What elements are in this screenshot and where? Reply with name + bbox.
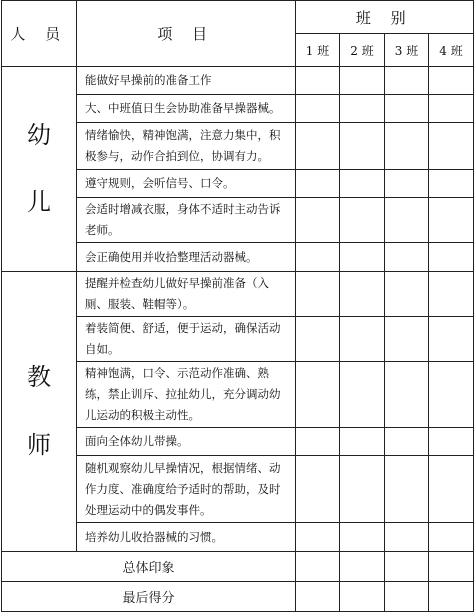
class-4-header: 4 班 [429, 34, 474, 67]
score-cell[interactable] [296, 170, 340, 198]
class-group-header: 班 别 [296, 1, 474, 34]
group-label-char: 师 [27, 430, 51, 459]
evaluation-table [1, 0, 474, 612]
score-cell[interactable] [385, 67, 429, 95]
score-cell[interactable] [429, 243, 474, 272]
criteria-item: 大、中班值日生会协助准备早操器械。 [77, 95, 296, 123]
score-cell[interactable] [340, 362, 385, 428]
score-cell[interactable] [340, 428, 385, 456]
class-3-header: 3 班 [385, 34, 429, 67]
score-cell[interactable] [385, 428, 429, 456]
score-cell[interactable] [429, 317, 474, 362]
overall-impression-label: 总体印象 [2, 552, 296, 582]
score-cell[interactable] [296, 243, 340, 272]
score-cell[interactable] [385, 317, 429, 362]
criteria-item: 能做好早操前的准备工作 [77, 67, 296, 95]
score-cell[interactable] [340, 523, 385, 552]
score-cell[interactable] [296, 198, 340, 243]
score-cell[interactable] [429, 170, 474, 198]
score-cell[interactable] [385, 272, 429, 317]
group-label-char: 教 [27, 363, 51, 392]
score-cell[interactable] [429, 552, 474, 582]
criteria-item: 会正确使用并收拾整理活动器械。 [77, 243, 296, 272]
score-cell[interactable] [296, 123, 340, 170]
score-cell[interactable] [340, 317, 385, 362]
score-cell[interactable] [340, 582, 385, 612]
score-cell[interactable] [296, 67, 340, 95]
group-label-children [2, 67, 77, 272]
score-cell[interactable] [385, 198, 429, 243]
item-header: 项 目 [77, 1, 296, 67]
score-cell[interactable] [385, 362, 429, 428]
criteria-item: 精神饱满，口令、示范动作准确、熟练，禁止训斥、拉扯幼儿，充分调动幼儿运动的积极主动性。 [77, 362, 296, 428]
score-cell[interactable] [296, 582, 340, 612]
score-cell[interactable] [385, 170, 429, 198]
score-cell[interactable] [429, 456, 474, 523]
score-cell[interactable] [385, 123, 429, 170]
score-cell[interactable] [296, 95, 340, 123]
score-cell[interactable] [340, 552, 385, 582]
criteria-item: 随机观察幼儿早操情况，根据情绪、动作力度、准确度给予适时的帮助，及时处理运动中的偶发事件。 [77, 456, 296, 523]
group-label-teachers [2, 272, 77, 552]
criteria-item: 面向全体幼儿带操。 [77, 428, 296, 456]
score-cell[interactable] [340, 67, 385, 95]
score-cell[interactable] [296, 428, 340, 456]
score-cell[interactable] [429, 523, 474, 552]
criteria-item: 会适时增减衣服，身体不适时主动告诉老师。 [77, 198, 296, 243]
score-cell[interactable] [429, 95, 474, 123]
score-cell[interactable] [340, 243, 385, 272]
criteria-item: 遵守规则，会听信号、口令。 [77, 170, 296, 198]
score-cell[interactable] [340, 272, 385, 317]
score-cell[interactable] [385, 523, 429, 552]
table-row [2, 272, 474, 317]
score-cell[interactable] [385, 243, 429, 272]
table-row [2, 67, 474, 95]
criteria-item: 培养幼儿收拾器械的习惯。 [77, 523, 296, 552]
class-1-header: 1 班 [296, 34, 340, 67]
overall-impression-row [2, 552, 474, 582]
score-cell[interactable] [340, 198, 385, 243]
score-cell[interactable] [296, 552, 340, 582]
group-label-char: 儿 [27, 188, 51, 216]
score-cell[interactable] [429, 362, 474, 428]
score-cell[interactable] [340, 456, 385, 523]
final-score-row [2, 582, 474, 612]
score-cell[interactable] [429, 67, 474, 95]
header-row-top [2, 1, 474, 34]
class-2-header: 2 班 [340, 34, 385, 67]
score-cell[interactable] [340, 95, 385, 123]
score-cell[interactable] [429, 428, 474, 456]
score-cell[interactable] [296, 523, 340, 552]
final-score-label: 最后得分 [2, 582, 296, 612]
score-cell[interactable] [429, 582, 474, 612]
score-cell[interactable] [296, 272, 340, 317]
group-label-char: 幼 [27, 120, 51, 149]
score-cell[interactable] [429, 272, 474, 317]
personnel-header: 人 员 [2, 1, 77, 67]
score-cell[interactable] [296, 362, 340, 428]
score-cell[interactable] [385, 582, 429, 612]
score-cell[interactable] [296, 456, 340, 523]
score-cell[interactable] [429, 198, 474, 243]
criteria-item: 着装简便、舒适，便于运动，确保活动自如。 [77, 317, 296, 362]
score-cell[interactable] [340, 123, 385, 170]
score-cell[interactable] [385, 95, 429, 123]
criteria-item: 情绪愉快，精神饱满，注意力集中，积极参与，动作合拍到位，协调有力。 [77, 123, 296, 170]
score-cell[interactable] [340, 170, 385, 198]
score-cell[interactable] [296, 317, 340, 362]
score-cell[interactable] [385, 456, 429, 523]
criteria-item: 提醒并检查幼儿做好早操前准备（入厕、服装、鞋帽等）。 [77, 272, 296, 317]
score-cell[interactable] [429, 123, 474, 170]
score-cell[interactable] [385, 552, 429, 582]
